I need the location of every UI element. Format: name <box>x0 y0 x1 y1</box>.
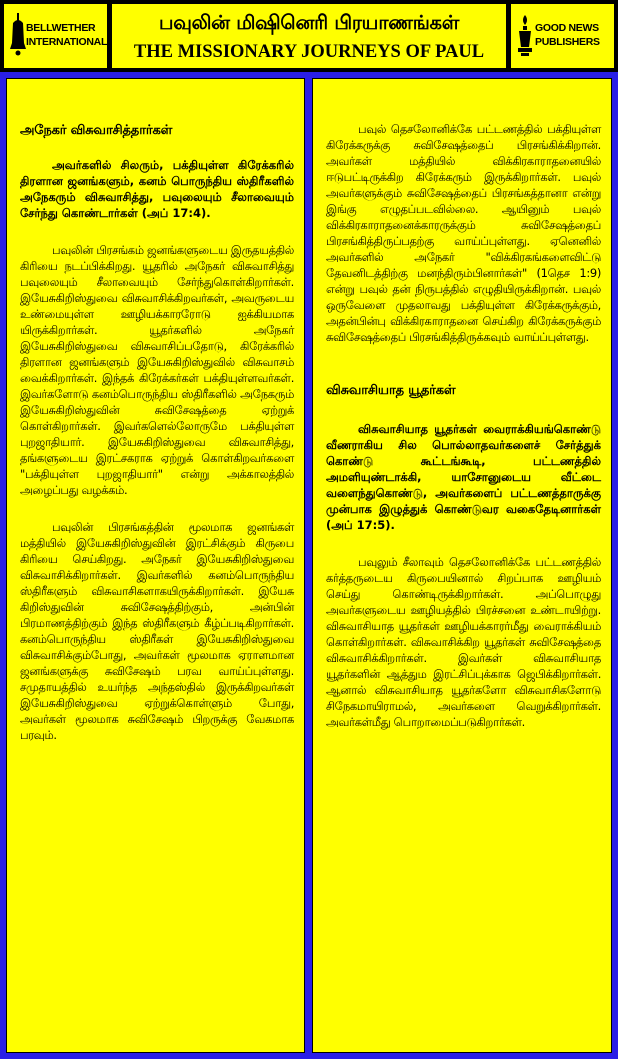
spacer <box>326 399 601 421</box>
section-heading-believers: அநேகர் விசுவாசித்தார்கள் <box>20 123 173 138</box>
spacer <box>326 79 601 121</box>
spacer <box>326 533 601 554</box>
spacer <box>20 79 294 123</box>
good-news-logo-text: GOOD NEWS PUBLISHERS <box>535 22 600 48</box>
scripture-verse-acts-17-5: விசுவாசியாத யூதர்கள் வைராக்கியங்கொண்டு வீணராகிய சில பொல்லாதவர்களைச் சேர்த்துக் கொண்டு கூட்டங்கூடி, பட்டணத்தில் அமளியுண்டாக்கி, யாசோனுடைய வீட்டை வளைந்துகொண்டு, அவர்களைப் பட்டணத்தாருக்கு முன்பாக இழுத்துக் கொண்டுவர வகைதேடினார்கள் (அப் 17:5). <box>326 422 601 532</box>
bellwether-logo <box>3 3 108 69</box>
page-title-tamil: பவுலின் மிஷினெரி பிரயாணங்கள் <box>159 11 459 34</box>
section-heading-unbelieving-jews: விசுவாசியாத யூதர்கள் <box>326 383 456 398</box>
scripture-verse-acts-17-4: அவர்களில் சிலரும், பக்தியுள்ள கிரேக்கரில் திரளான ஜனங்களும், கனம் பொருந்திய ஸ்திரீகளில் அநேகரும் விசுவாசித்து, பவுலையும் சீலாவையும் சேர்ந்து கொண்டார்கள் (அப் 17:4). <box>20 158 294 220</box>
bell-icon <box>9 13 27 61</box>
page-title-english: THE MISSIONARY JOURNEYS OF PAUL <box>133 42 485 62</box>
spacer <box>20 498 294 519</box>
content-frame <box>0 72 618 1059</box>
paragraph: பவுலின் பிரசங்கத்தின் மூலமாக ஜனங்கள் மத்தியில் இயேசுகிறிஸ்துவின் இரட்சிக்கும் கிருபை கிரியை செய்கிறது. அநேகர் இயேசுகிறிஸ்துவை விசுவாசிக்கிறார்கள். இவர்களில் கனம்பொருந்திய ஸ்திரீகளும் விசுவாசிகளாகயிருக்கிறார்கள். இயேசு கிறிஸ்துவின் சுவிசேஷத்திற்கும், அன்பின் பிரமாணத்திற்கும் இந்த ஸ்திரீகளும் கீழ்ப்படிகிறார்கள். கனம்பொருந்திய ஸ்திரீகள் இயேசுகிறிஸ்துவை விசுவாசிக்கும்போது, அவர்கள் மூலமாக ஏராளமான ஜனங்களுக்கு சுவிசேஷம் பரவ வாய்ப்புள்ளது. சமுதாயத்தில் உயர்ந்த அந்தஸ்தில் இருக்கிறவர்கள் இயேசுகிறிஸ்துவை ஏற்றுக்கொள்ளும் போது, அவர்கள் மூலமாக சுவிசேஷம் பிறருக்கு வேகமாக பரவும். <box>20 520 294 742</box>
spacer <box>20 221 294 242</box>
good-news-logo <box>510 3 615 69</box>
paragraph: பவுல் தெசலோனிக்கே பட்டணத்தில் பக்தியுள்ள கிரேக்கருக்கு சுவிசேஷத்தைப் பிரசங்கிக்கிறான். அவர்கள் மத்தியில் விக்கிரகாராதனையில் ஈடுபட்டிருக்கிற கிரேக்கரும் இருக்கிறார்கள். பவுல் அவர்களுக்கும் சுவிசேஷத்தைப் பிரசங்கத்தானா என்று இங்கு எழுதப்படவில்லை. ஆயினும் பவுல் விக்கிரகாராதனைக்காரருக்கும் சுவிசேஷத்தைப் பிரசங்கித்திருப்பதற்கு வாய்ப்புள்ளது. ஏனெனில் அவர்களில் அநேகர் "விக்கிரகங்களைவிட்டு தேவனிடத்திற்கு மனந்திரும்பினார்கள்" (1தெச 1:9) என்று பவுல் தன் நிருபத்தில் எழுதியிருக்கிறான். பவுல் ஒருவேளை முதலாவது பக்தியுள்ள கிரேக்கருக்கும், அதன்பின்பு விக்கிரகாராதனை செய்கிற கிரேக்கருக்கும் சுவிசேஷத்தைப் பிரசங்கித்திருக்கவும் வாய்ப்புள்ளது. <box>326 122 601 344</box>
paragraph: பவுலின் பிரசங்கம் ஜனங்களுடைய இருதயத்தில் கிரியை நடப்பிக்கிறது. யூதரில் அநேகர் விசுவாசித்து பவுலையும் சீலாவையும் சேர்ந்துகொள்கிறார்கள். இயேசுகிறிஸ்துவை விசுவாசிக்கிறவர்கள், அவருடைய உண்மையுள்ள ஊழியக்காரரோடு ஐக்கியமாக யிருக்கிறார்கள். யூதர்களில் அநேகர் இயேசுகிறிஸ்துவை விசுவாசிப்பதோடு, கிரேக்கரில் திரளான ஜனங்களும் இயேசுகிறிஸ்துவில் விசுவாசம் வைக்கிறார்கள். இந்தக் கிரேக்கர்கள் பக்தியுள்ளவர்கள். இவர்களோடு கனம்பொருந்திய ஸ்திரீகளில் அநேகரும் இயேசுகிறிஸ்துவின் சுவிசேஷத்தை ஏற்றுக் கொள்கிறார்கள். இவர்களெல்லோருமே பக்தியுள்ள புறஜாதியார். இயேசுகிறிஸ்துவை விசுவாசித்து, தங்களுடைய இரட்சகராக ஏற்றுக் கொள்கிறவர்களை "பக்தியுள்ள புறஜாதியார்" என்று அக்காலத்தில் அழைப்பது வழக்கம். <box>20 243 294 497</box>
left-column <box>6 78 305 1053</box>
lamp-icon <box>516 13 534 61</box>
right-column <box>312 78 612 1053</box>
title-banner <box>111 3 507 69</box>
spacer <box>326 345 601 383</box>
paragraph: பவுலும் சீலாவும் தெசலோனிக்கே பட்டணத்தில் கர்த்தருடைய கிருபையினால் சிறப்பாக ஊழியம் செய்து கொண்டிருக்கிறார்கள். அப்பொழுது அவர்களுடைய ஊழியத்தில் பிரச்சனை உண்டாயிற்று. விசுவாசியாத யூதர்கள் ஊழியக்காரர்மீது வைராக்கியம் கொள்கிறார்கள். விசுவாசிக்கிற யூதர்கள் சுவிசேஷத்தை விசுவாசிக்கிறார்கள். இவர்கள் விசுவாசியாத யூதர்களின் ஆத்தும இரட்சிப்புக்காக ஜெபிக்கிறார்கள். ஆனால் விசுவாசியாத யூதர்களோ விசுவாசிகளோடு சிநேகமாயிராமல், அவர்களை வெறுக்கிறார்கள். அவர்கள்மீது பொறாமைப்படுகிறார்கள். <box>326 555 601 729</box>
bellwether-logo-text: BELLWETHER INTERNATIONAL <box>26 22 108 48</box>
spacer <box>20 139 294 157</box>
